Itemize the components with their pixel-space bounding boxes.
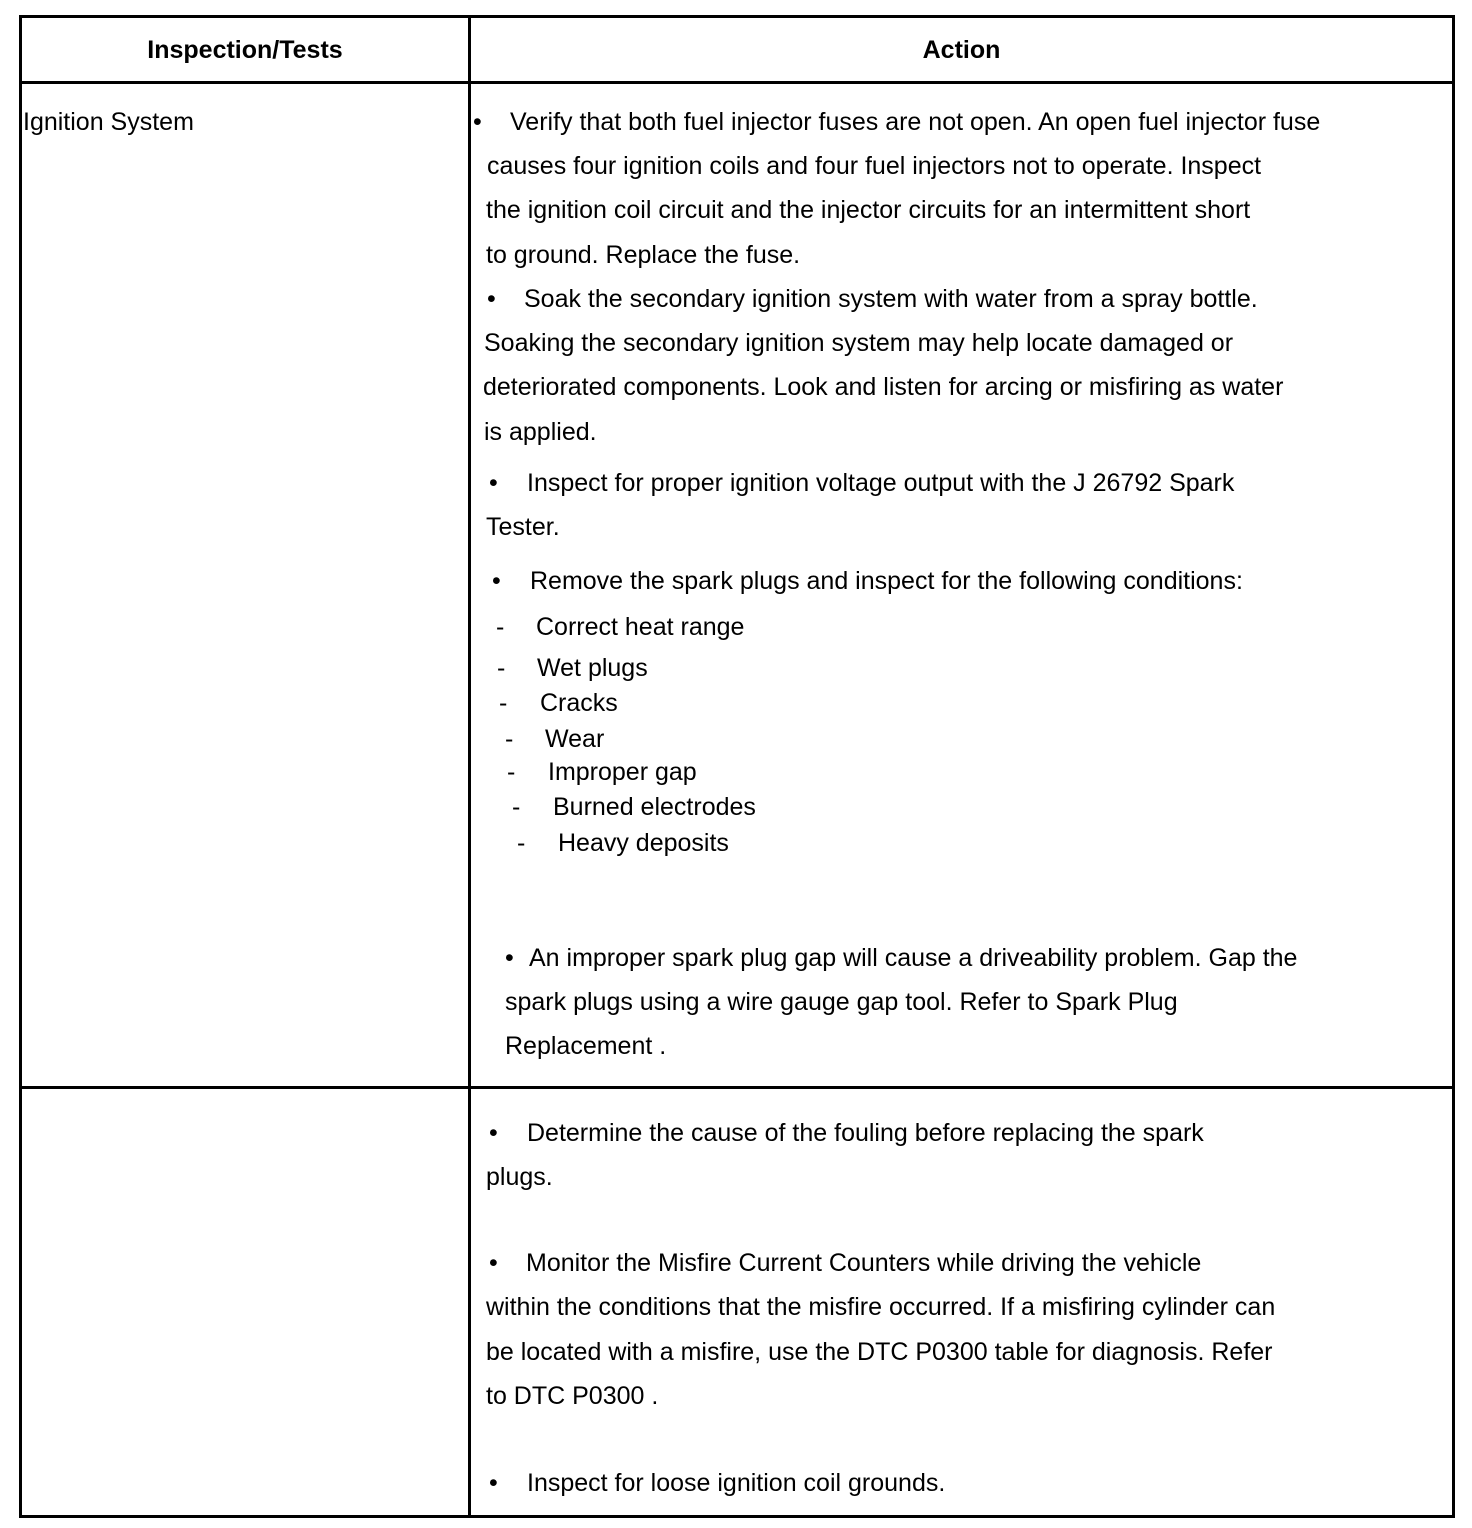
- row2-bullet1-line2: plugs.: [486, 1163, 553, 1191]
- header-divider: [19, 81, 1455, 84]
- row1-bullet3-line1: Inspect for proper ignition voltage output with the J 26792 Spark: [527, 469, 1235, 497]
- row2-bullet3: Inspect for loose ignition coil grounds.: [527, 1469, 946, 1497]
- row2-bullet1-line1: Determine the cause of the fouling before replacing the spark: [527, 1119, 1204, 1147]
- dash-glyph: -: [505, 725, 514, 753]
- condition-item: Burned electrodes: [553, 793, 756, 821]
- dash-glyph: -: [517, 829, 526, 857]
- condition-item: Wet plugs: [537, 654, 648, 682]
- row1-label: Ignition System: [23, 108, 194, 136]
- row1-bullet1-line2: causes four ignition coils and four fuel injectors not to operate. Inspect: [487, 152, 1262, 180]
- row1-bullet3-line2: Tester.: [486, 513, 560, 541]
- dash-glyph: -: [499, 689, 508, 717]
- dash-glyph: -: [496, 613, 505, 641]
- row2-bullet2-line3: be located with a misfire, use the DTC P0300 table for diagnosis. Refer: [486, 1338, 1273, 1366]
- bullet-glyph: •: [473, 108, 482, 136]
- bullet-glyph: •: [505, 944, 514, 972]
- bullet-glyph: •: [492, 567, 501, 595]
- dash-glyph: -: [507, 758, 516, 786]
- header-inspection-tests: Inspection/Tests: [147, 36, 343, 64]
- row1-bullet1-line1: Verify that both fuel injector fuses are not open. An open fuel injector fuse: [510, 108, 1321, 136]
- condition-item: Wear: [545, 725, 605, 753]
- header-action: Action: [922, 36, 1001, 64]
- row1-bullet1-line3: the ignition coil circuit and the injector circuits for an intermittent short: [486, 196, 1251, 224]
- dash-glyph: -: [497, 654, 506, 682]
- condition-item: Heavy deposits: [558, 829, 729, 857]
- bullet-glyph: •: [489, 1469, 498, 1497]
- row1-bullet1-line4: to ground. Replace the fuse.: [486, 241, 801, 269]
- row1-bullet5-line2: spark plugs using a wire gauge gap tool. Refer to Spark Plug: [505, 988, 1178, 1016]
- bullet-glyph: •: [489, 1119, 498, 1147]
- row2-bullet2-line1: Monitor the Misfire Current Counters while driving the vehicle: [526, 1249, 1202, 1277]
- row1-bullet2-line3: deteriorated components. Look and listen for arcing or misfiring as water: [483, 373, 1284, 401]
- column-divider: [468, 15, 471, 1518]
- row1-bullet2-line2: Soaking the secondary ignition system may help locate damaged or: [484, 329, 1234, 357]
- row1-bullet5-line3: Replacement .: [505, 1032, 667, 1060]
- condition-item: Improper gap: [548, 758, 697, 786]
- condition-item: Cracks: [540, 689, 618, 717]
- row1-bullet5-line1: An improper spark plug gap will cause a driveability problem. Gap the: [529, 944, 1298, 972]
- dash-glyph: -: [512, 793, 521, 821]
- row1-bullet2-line1: Soak the secondary ignition system with water from a spray bottle.: [524, 285, 1258, 313]
- row-divider: [19, 1086, 1455, 1089]
- row1-bullet4: Remove the spark plugs and inspect for the following conditions:: [530, 567, 1243, 595]
- condition-item: Correct heat range: [536, 613, 745, 641]
- bullet-glyph: •: [489, 1249, 498, 1277]
- row2-bullet2-line4: to DTC P0300 .: [486, 1382, 659, 1410]
- bullet-glyph: •: [487, 285, 496, 313]
- row1-bullet2-line4: is applied.: [484, 418, 597, 446]
- bullet-glyph: •: [489, 469, 498, 497]
- row2-bullet2-line2: within the conditions that the misfire occurred. If a misfiring cylinder can: [486, 1293, 1276, 1321]
